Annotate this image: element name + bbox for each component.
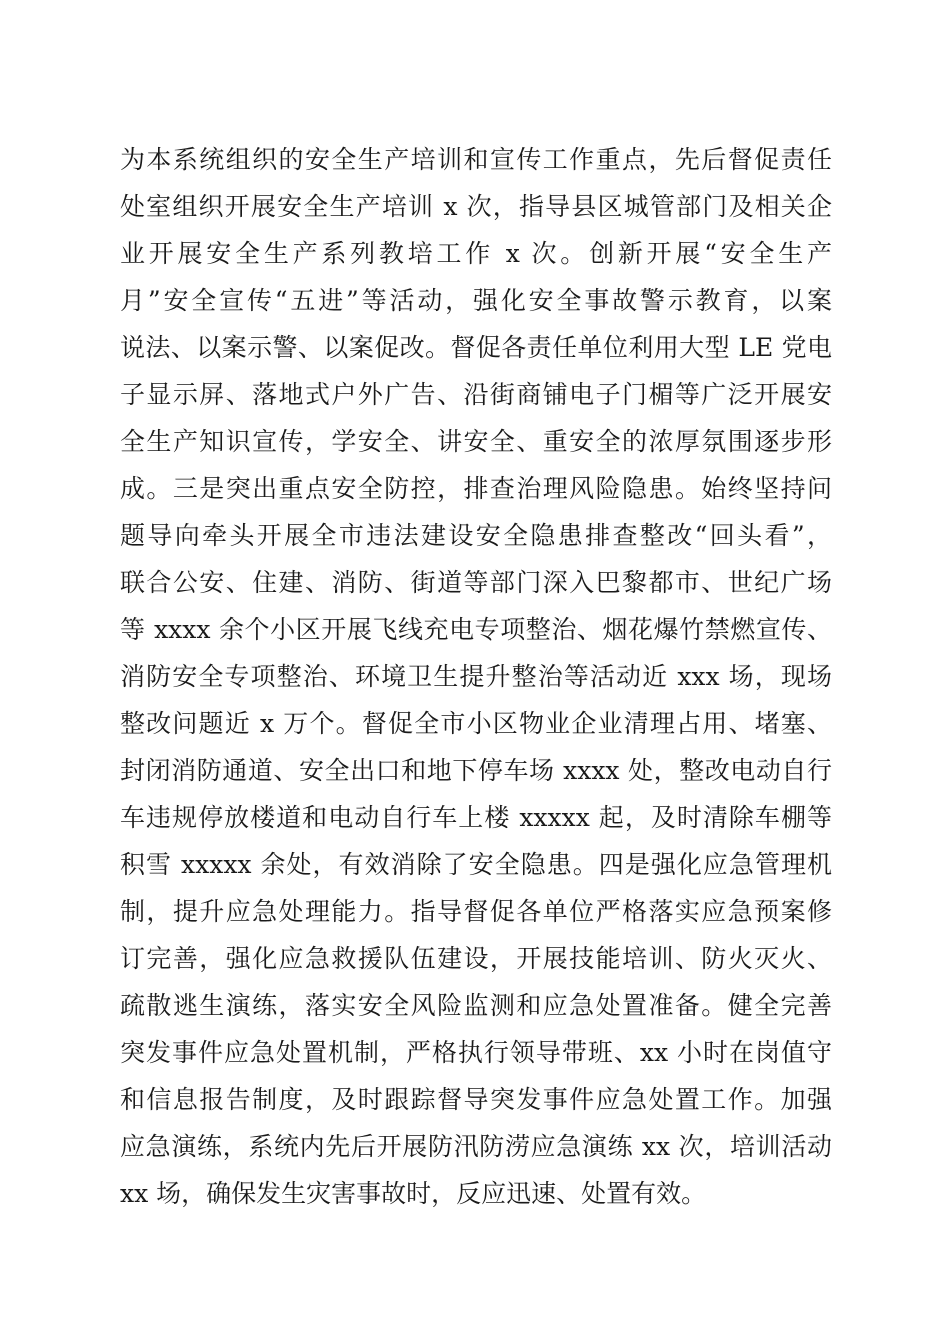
- text-line: 子显示屏、落地式户外广告、沿街商铺电子门楣等广泛开展安: [120, 380, 832, 409]
- text-line: 积雪 xxxxx 余处，有效消除了安全隐患。四是强化应急管理机: [120, 850, 832, 879]
- text-line: 成。三是突出重点安全防控，排查治理风险隐患。始终坚持问: [120, 474, 832, 503]
- text-line: 疏散逃生演练，落实安全风险监测和应急处置准备。健全完善: [120, 991, 832, 1020]
- body-paragraph: [120, 136, 832, 1217]
- text-line: 消防安全专项整治、环境卫生提升整治等活动近 xxx 场，现场: [120, 662, 832, 691]
- text-line: 全生产知识宣传，学安全、讲安全、重安全的浓厚氛围逐步形: [120, 427, 832, 456]
- text-line: 等 xxxx 余个小区开展飞线充电专项整治、烟花爆竹禁燃宣传、: [120, 615, 832, 644]
- text-line: 题导向牵头开展全市违法建设安全隐患排查整改“回头看”，: [120, 521, 832, 550]
- text-line: 车违规停放楼道和电动自行车上楼 xxxxx 起，及时清除车棚等: [120, 803, 832, 832]
- text-line: 应急演练，系统内先后开展防汛防涝应急演练 xx 次，培训活动: [120, 1132, 832, 1161]
- text-line: 联合公安、住建、消防、街道等部门深入巴黎都市、世纪广场: [120, 568, 832, 597]
- text-line: 说法、以案示警、以案促改。督促各责任单位利用大型 LE 党电: [120, 333, 832, 362]
- text-line: 和信息报告制度，及时跟踪督导突发事件应急处置工作。加强: [120, 1085, 832, 1114]
- text-line: 月”安全宣传“五进”等活动，强化安全事故警示教育，以案: [120, 286, 832, 315]
- text-line: 制，提升应急处理能力。指导督促各单位严格落实应急预案修: [120, 897, 832, 926]
- text-line-last: xx 场，确保发生灾害事故时，反应迅速、处置有效。: [120, 1179, 707, 1208]
- text-line: 封闭消防通道、安全出口和地下停车场 xxxx 处，整改电动自行: [120, 756, 832, 785]
- text-line: 业开展安全生产系列教培工作 x 次。创新开展“安全生产: [120, 239, 832, 268]
- text-line: 为本系统组织的安全生产培训和宣传工作重点，先后督促责任: [120, 145, 832, 174]
- text-line: 突发事件应急处置机制，严格执行领导带班、xx 小时在岗值守: [120, 1038, 832, 1067]
- text-line: 整改问题近 x 万个。督促全市小区物业企业清理占用、堵塞、: [120, 709, 832, 738]
- text-line: 订完善，强化应急救援队伍建设，开展技能培训、防火灭火、: [120, 944, 832, 973]
- text-line: 处室组织开展安全生产培训 x 次，指导县区城管部门及相关企: [120, 192, 832, 221]
